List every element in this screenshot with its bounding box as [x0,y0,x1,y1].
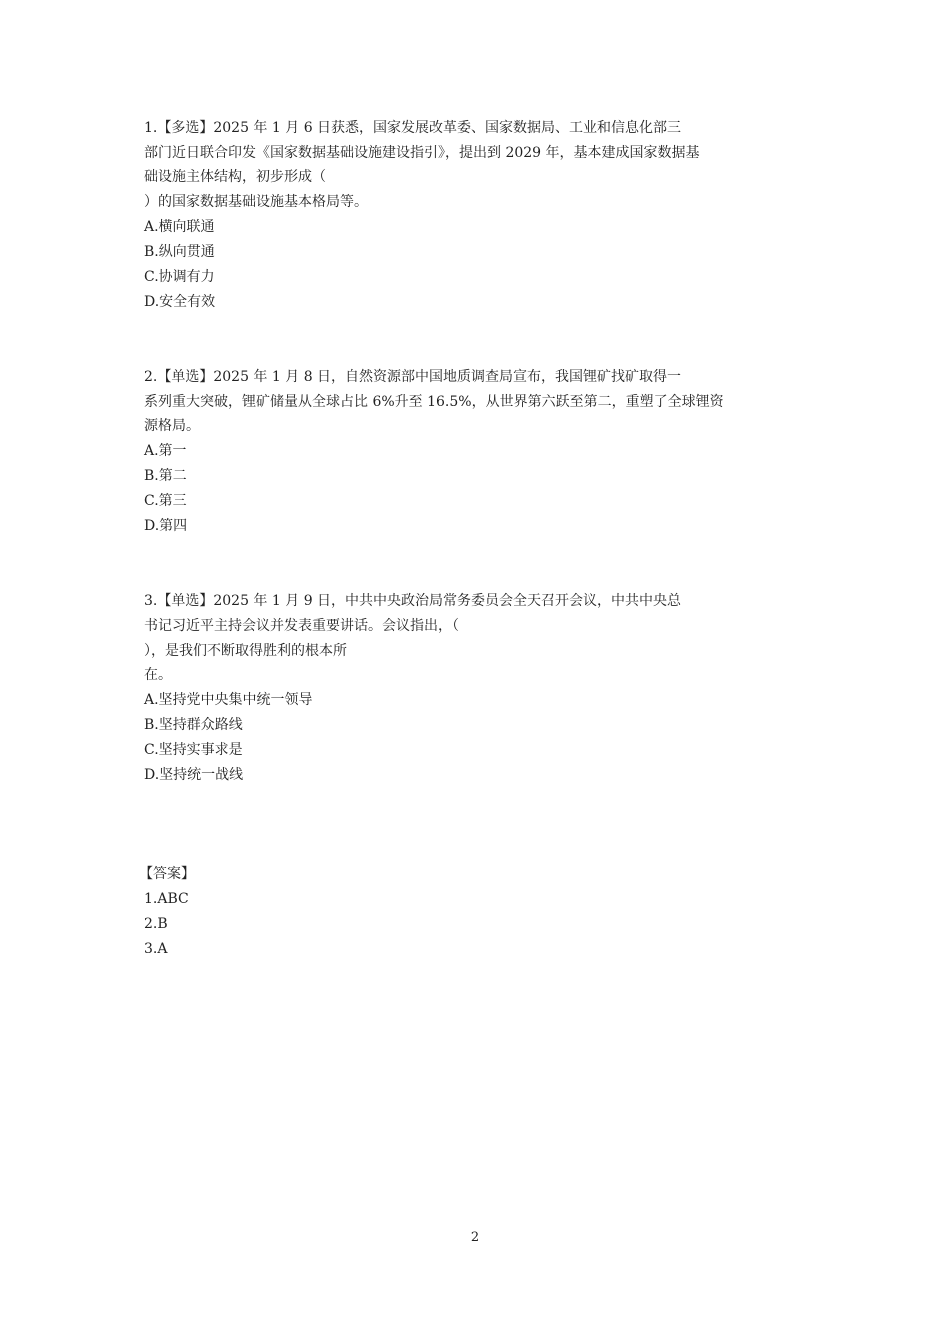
question-2-line-3: 源格局。 [144,418,200,434]
question-1-line-1: 1.【多选】2025 年 1 月 6 日获悉，国家发展改革委、国家数据局、工业和信息化部三 [144,120,682,136]
question-2-line-2: 系列重大突破，锂矿储量从全球占比 6%升至 16.5%，从世界第六跃至第二，重塑了全球锂资 [144,394,724,410]
question-1-option-c: C.协调有力 [144,269,215,285]
answer-2: 2.B [144,916,168,932]
question-3-option-c: C.坚持实事求是 [144,742,243,758]
question-2-option-d: D.第四 [144,518,188,534]
question-2-option-a: A.第一 [144,443,187,459]
question-1-line-2: 部门近日联合印发《国家数据基础设施建设指引》，提出到 2029 年，基本建成国家数据基 [144,145,700,161]
answer-1: 1.ABC [144,891,189,907]
answer-3: 3.A [144,941,168,957]
answers-title: 【答案】 [139,866,195,882]
question-1-option-b: B.纵向贯通 [144,244,215,260]
page-number: 2 [470,1230,480,1245]
question-2-option-b: B.第二 [144,468,187,484]
question-1-line-3: 础设施主体结构，初步形成（ [144,169,326,185]
question-1-option-d: D.安全有效 [144,294,216,310]
question-3-line-4: 在。 [144,667,172,683]
question-3-line-3: ），是我们不断取得胜利的根本所 [144,643,347,659]
question-3-option-d: D.坚持统一战线 [144,767,244,783]
question-3-line-1: 3.【单选】2025 年 1 月 9 日，中共中央政治局常务委员会全天召开会议，中共中央总 [144,593,682,609]
question-3-line-2: 书记习近平主持会议并发表重要讲话。会议指出，（ [144,618,459,634]
question-2-line-1: 2.【单选】2025 年 1 月 8 日，自然资源部中国地质调查局宣布，我国锂矿找矿取得一 [144,369,682,385]
question-3-option-a: A.坚持党中央集中统一领导 [144,692,313,708]
question-3-option-b: B.坚持群众路线 [144,717,243,733]
question-2-option-c: C.第三 [144,493,187,509]
question-1-option-a: A.横向联通 [144,219,215,235]
question-1-line-4: ）的国家数据基础设施基本格局等。 [144,194,368,210]
